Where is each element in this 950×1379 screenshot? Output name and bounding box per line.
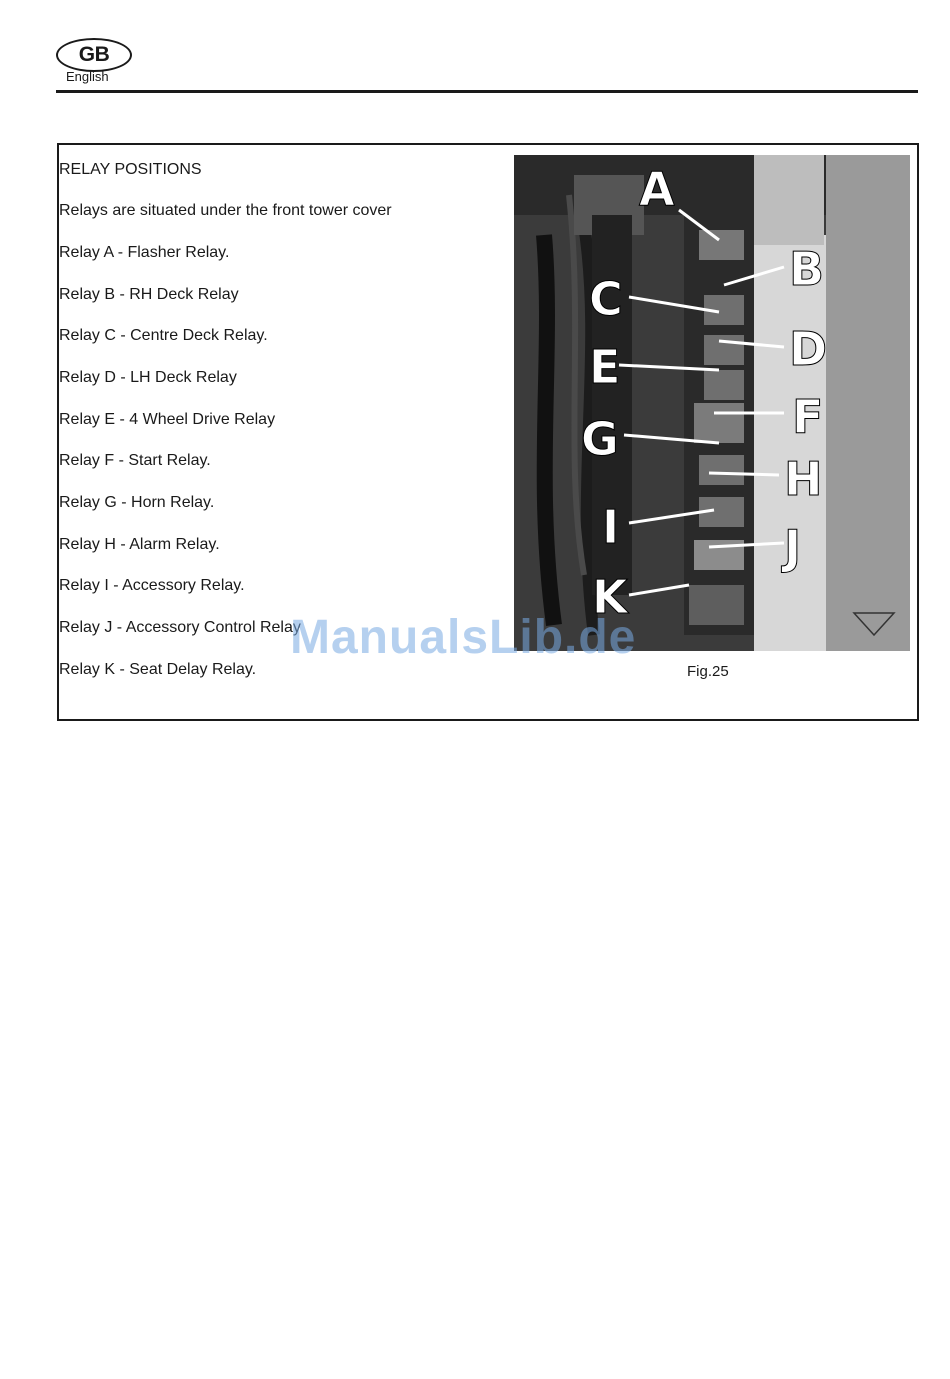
relay-item-a: Relay A - Flasher Relay. [59, 244, 230, 261]
callout-g: G [581, 412, 619, 466]
callout-k: K [592, 570, 628, 624]
callout-f: F [792, 390, 824, 444]
header-rule [56, 90, 918, 93]
relay-item-d: Relay D - LH Deck Relay [59, 369, 237, 386]
relay-item-f: Relay F - Start Relay. [59, 452, 211, 469]
relay-item-h: Relay H - Alarm Relay. [59, 536, 220, 553]
section-intro: Relays are situated under the front tower cover [59, 202, 392, 219]
callout-c: C [589, 272, 623, 326]
relay-item-i: Relay I - Accessory Relay. [59, 577, 245, 594]
callout-e: E [589, 340, 621, 394]
watermark: ManualsLib.de [290, 611, 637, 664]
callout-i: I [602, 500, 620, 554]
relay-photo-illustration [514, 155, 910, 651]
language-name: English [66, 69, 109, 84]
relay-item-j: Relay J - Accessory Control Relay [59, 619, 301, 636]
relay-item-k: Relay K - Seat Delay Relay. [59, 661, 257, 678]
language-code: GB [56, 38, 132, 72]
relay-item-c: Relay C - Centre Deck Relay. [59, 327, 268, 344]
callout-d: D [789, 322, 828, 376]
language-badge [56, 38, 132, 86]
relay-photo [514, 155, 910, 651]
relay-item-g: Relay G - Horn Relay. [59, 494, 215, 511]
callout-b: B [789, 242, 825, 296]
callout-h: H [784, 452, 823, 506]
relay-item-e: Relay E - 4 Wheel Drive Relay [59, 411, 276, 428]
figure-caption: Fig.25 [687, 663, 729, 680]
callout-a: A [639, 162, 675, 216]
callout-j: J [784, 520, 802, 574]
relay-item-b: Relay B - RH Deck Relay [59, 286, 239, 303]
section-title: RELAY POSITIONS [59, 161, 202, 178]
